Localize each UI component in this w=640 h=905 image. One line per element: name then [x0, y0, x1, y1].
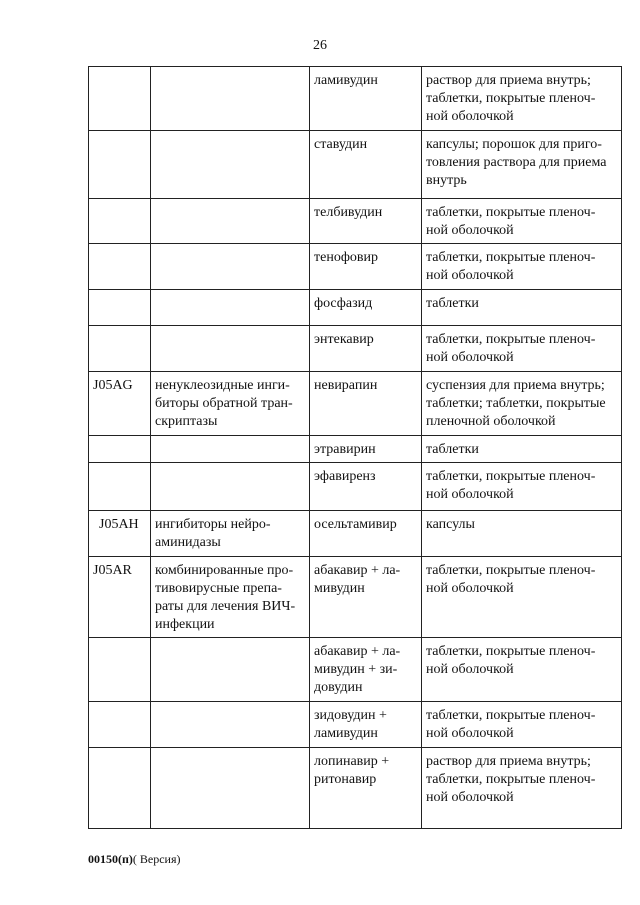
form-cell: таблетки, покрытые пленоч-ной оболочкой: [422, 326, 622, 372]
drug-cell: осельтамивир: [310, 511, 422, 557]
table-row: [89, 511, 622, 557]
group-cell: [151, 463, 310, 511]
document-footer: [88, 852, 181, 867]
form-cell: раствор для приема внутрь; таблетки, покрытые пленоч-ной оболочкой: [422, 748, 622, 829]
atc-code-cell: [89, 199, 151, 244]
group-cell: ингибиторы нейро-аминидазы: [151, 511, 310, 557]
form-cell: таблетки, покрытые пленоч-ной оболочкой: [422, 702, 622, 748]
form-cell: таблетки, покрытые пленоч-ной оболочкой: [422, 244, 622, 290]
atc-code-cell: [89, 131, 151, 199]
atc-code-cell: [89, 290, 151, 326]
table-row: [89, 557, 622, 638]
table-row: [89, 436, 622, 463]
group-cell: [151, 199, 310, 244]
form-cell: суспензия для приема внутрь; таблетки; таблетки, покрытые пленочной оболочкой: [422, 372, 622, 436]
group-cell: ненуклеозидные инги-биторы обратной тран-скриптазы: [151, 372, 310, 436]
group-cell: комбинированные про-тивовирусные препа-раты для лечения ВИЧ-инфекции: [151, 557, 310, 638]
drug-cell: энтекавир: [310, 326, 422, 372]
drug-cell: ставудин: [310, 131, 422, 199]
document-code: 00150(п): [88, 852, 133, 866]
atc-code-cell: J05AR: [89, 557, 151, 638]
group-cell: [151, 748, 310, 829]
form-cell: таблетки, покрытые пленоч-ной оболочкой: [422, 199, 622, 244]
table-row: [89, 290, 622, 326]
drug-cell: этравирин: [310, 436, 422, 463]
table-row: [89, 326, 622, 372]
table-row: [89, 199, 622, 244]
page-number: 26: [313, 38, 327, 53]
group-cell: [151, 326, 310, 372]
table-row: [89, 702, 622, 748]
atc-code-cell: [89, 463, 151, 511]
group-cell: [151, 67, 310, 131]
drug-cell: невирапин: [310, 372, 422, 436]
atc-code-cell: J05AG: [89, 372, 151, 436]
atc-code-cell: J05AH: [89, 511, 151, 557]
drug-cell: телбивудин: [310, 199, 422, 244]
drug-cell: зидовудин + ламивудин: [310, 702, 422, 748]
drug-cell: ламивудин: [310, 67, 422, 131]
form-cell: капсулы: [422, 511, 622, 557]
table-row: [89, 463, 622, 511]
group-cell: [151, 131, 310, 199]
table-row: [89, 67, 622, 131]
drug-table: [88, 66, 622, 829]
table-row: [89, 372, 622, 436]
table-row: [89, 638, 622, 702]
drug-cell: фосфазид: [310, 290, 422, 326]
atc-code-cell: [89, 67, 151, 131]
drug-cell: эфавиренз: [310, 463, 422, 511]
atc-code-cell: [89, 638, 151, 702]
group-cell: [151, 290, 310, 326]
table-row: [89, 131, 622, 199]
form-cell: таблетки, покрытые пленоч-ной оболочкой: [422, 557, 622, 638]
atc-code-cell: [89, 748, 151, 829]
table-row: [89, 748, 622, 829]
form-cell: таблетки, покрытые пленоч-ной оболочкой: [422, 638, 622, 702]
group-cell: [151, 702, 310, 748]
drug-cell: абакавир + ла-мивудин + зи-довудин: [310, 638, 422, 702]
table-row: [89, 244, 622, 290]
form-cell: капсулы; порошок для приго-товления раствора для приема внутрь: [422, 131, 622, 199]
form-cell: раствор для приема внутрь; таблетки, покрытые пленоч-ной оболочкой: [422, 67, 622, 131]
form-cell: таблетки, покрытые пленоч-ной оболочкой: [422, 463, 622, 511]
drug-cell: тенофовир: [310, 244, 422, 290]
group-cell: [151, 436, 310, 463]
drug-cell: абакавир + ла-мивудин: [310, 557, 422, 638]
form-cell: таблетки: [422, 290, 622, 326]
group-cell: [151, 244, 310, 290]
atc-code-cell: [89, 326, 151, 372]
drug-cell: лопинавир + ритонавир: [310, 748, 422, 829]
version-label: ( Версия): [132, 852, 181, 866]
atc-code-cell: [89, 436, 151, 463]
atc-code-cell: [89, 702, 151, 748]
form-cell: таблетки: [422, 436, 622, 463]
atc-code-cell: [89, 244, 151, 290]
group-cell: [151, 638, 310, 702]
